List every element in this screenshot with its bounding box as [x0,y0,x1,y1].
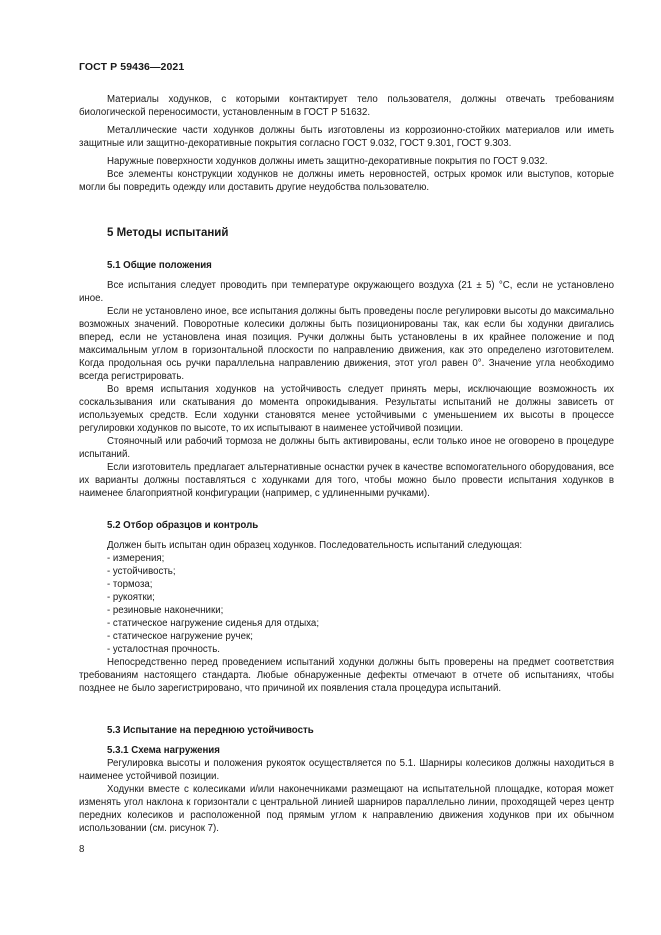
standard-header: ГОСТ Р 59436—2021 [79,61,185,73]
list-item: - статическое нагружение ручек; [107,631,253,642]
intro-paragraph: Все элементы конструкции ходунков не должны иметь неровностей, острых кромок или выступов, которые могли бы повредить одежду или доставить другие неудобства пользователю. [79,169,614,193]
section-5-1 [79,259,614,500]
section-5-2 [79,519,614,695]
paragraph: Ходунки вместе с колесиками и/или наконечниками размещают на испытательной площадке, которая может изменять угол наклона к горизонтали с центральной линией шарниров параллельно линии, проходящей через центр передних колесиков и расположенной под прямым углом к направлению движения ходунков при их обычном использовании (см. рисунок 7). [79,784,614,834]
section-5-3 [79,724,614,835]
list-item: - усталостная прочность. [107,644,220,655]
paragraph: Непосредственно перед проведением испытаний ходунки должны быть проверены на предмет соответствия требованиям настоящего стандарта. Любые обнаруженные дефекты отмечают в отчете об испытаниях, чтобы позднее не было зарегистрировано, что причиной их появления стала процедура испытаний. [79,657,614,694]
intro-paragraph: Материалы ходунков, с которыми контактирует тело пользователя, должны отвечать требованиям биологической переносимости, установленным в ГОСТ Р 51632. [79,94,614,118]
paragraph: Во время испытания ходунков на устойчивость следует принять меры, исключающие возможность их соскальзывания или скатывания до момента опрокидывания. Результаты испытаний не должны зависеть от используемых средств. Если ходунки становятся менее устойчивыми с уменьшением их высоты в процессе регулировки ходунков по высоте, то их испытывают в наименее устойчивой позиции. [79,384,614,434]
list-item: - устойчивость; [107,566,176,577]
list-item: - статическое нагружение сиденья для отдыха; [107,618,320,629]
section-5-heading: 5 Методы испытаний [107,227,229,239]
paragraph: Должен быть испытан один образец ходунков. Последовательность испытаний следующая: [107,540,523,551]
intro-paragraph: Наружные поверхности ходунков должны иметь защитно-декоративные покрытия по ГОСТ 9.032. [107,156,548,167]
paragraph: Регулировка высоты и положения рукояток осуществляется по 5.1. Шарниры колесиков должны находиться в наименее устойчивой позиции. [79,758,614,782]
list-item: - резиновые наконечники; [107,605,224,616]
list-item: - измерения; [107,553,165,564]
paragraph: Если изготовитель предлагает альтернативные оснастки ручек в качестве вспомогательного оборудования, все их варианты должны поставляться с ходунками для того, чтобы можно было провести испытания ходунков в наименее благоприятной конфигурации (например, с удлиненными ручками). [79,462,614,499]
paragraph: Если не установлено иное, все испытания должны быть проведены после регулировки высоты до максимально возможных значений. Поворотные колесики должны быть позиционированы так, как если бы ходунки двигались вперед, если не установлена иная позиция. Ручки должны быть установлены в их крайнее положение и под максимальным углом в горизонтальной плоскости по направлению движения, как это определено изготовителем. Когда продольная ось ручки параллельна направлению движения, этот угол равен 0°. Значение угла необходимо всегда регистрировать. [79,306,614,382]
page-number: 8 [79,844,85,855]
list-item: - рукоятки; [107,592,155,603]
paragraph: Стояночный или рабочий тормоза не должны быть активированы, если только иное не оговорено в процедуре испытаний. [79,436,614,460]
section-5-1-heading: 5.1 Общие положения [107,260,212,271]
section-5-3-heading: 5.3 Испытание на переднюю устойчивость [107,725,314,736]
section-5-3-1-heading: 5.3.1 Схема нагружения [107,745,220,756]
intro-paragraph: Металлические части ходунков должны быть изготовлены из коррозионно-стойких материалов или иметь защитные или защитно-декоративные покрытия согласно ГОСТ 9.032, ГОСТ 9.301, ГОСТ 9.303. [79,125,614,149]
intro-block [79,93,614,199]
list-item: - тормоза; [107,579,153,590]
paragraph: Все испытания следует проводить при температуре окружающего воздуха (21 ± 5) °С, если не установлено иное. [79,280,614,304]
section-5-2-heading: 5.2 Отбор образцов и контроль [107,520,259,531]
